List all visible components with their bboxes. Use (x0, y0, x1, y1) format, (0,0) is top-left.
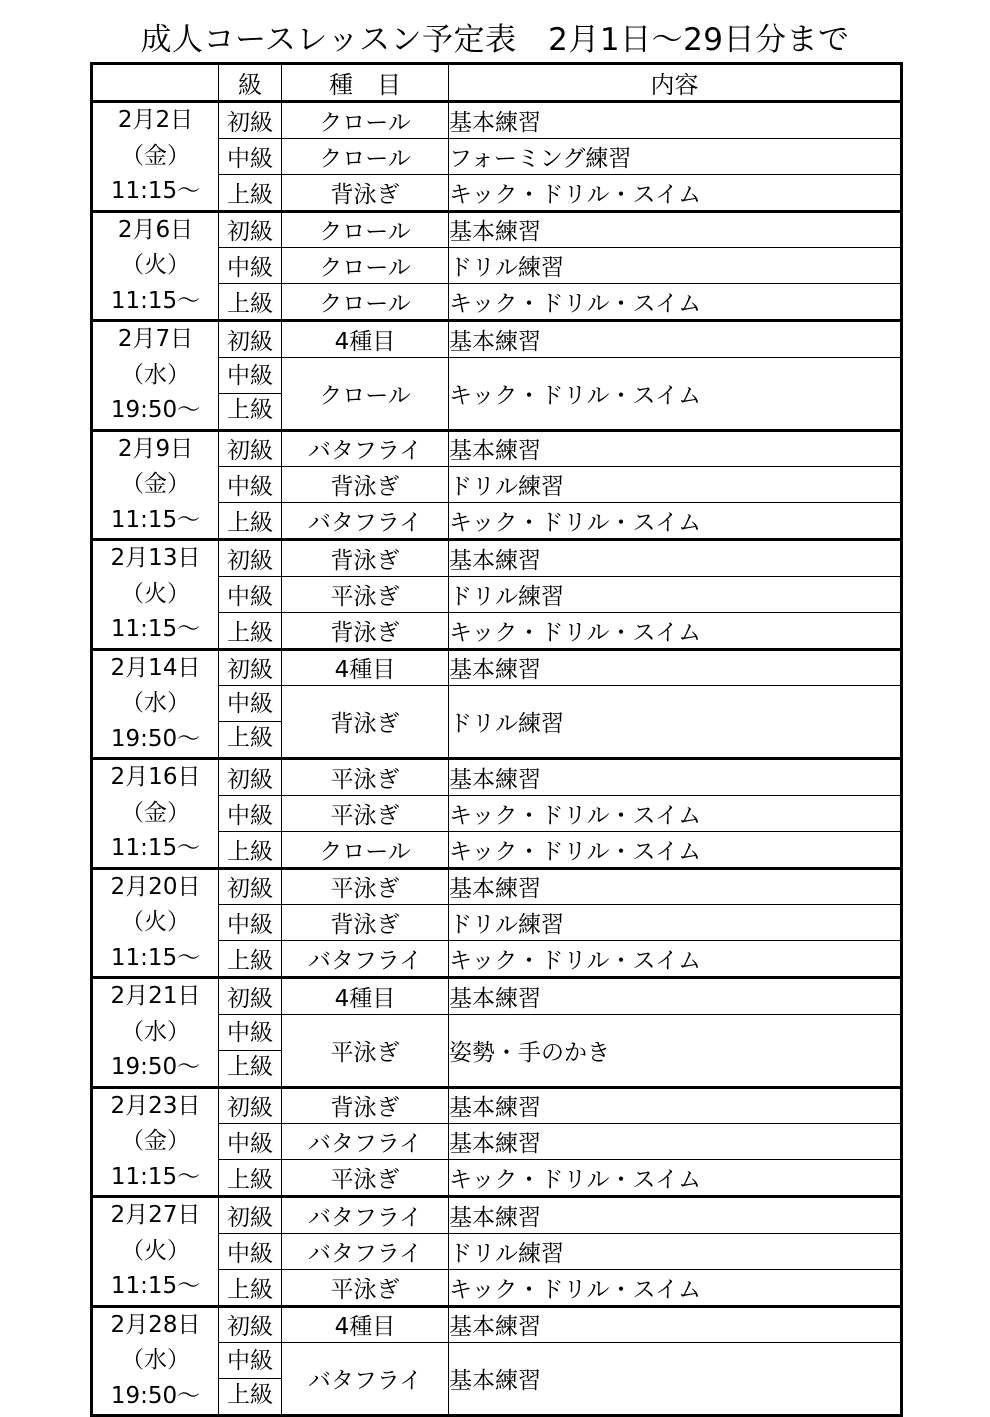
date-weekday: （火） (121, 1237, 190, 1264)
date-weekday: （金） (121, 1128, 190, 1154)
date-weekday: （金） (121, 471, 190, 497)
event-cell: クロール (282, 138, 449, 174)
event-cell: バタフライ (282, 1197, 449, 1234)
header-date (92, 64, 219, 102)
content-cell: 基本練習 (449, 978, 902, 1015)
schedule-row (92, 649, 902, 686)
event-cell: 4種目 (282, 321, 449, 358)
level-cell: 上級 (219, 503, 282, 540)
date-cell (92, 868, 219, 978)
level-cell: 中級 (219, 138, 282, 174)
content-cell: 姿勢・手のかき (449, 1014, 902, 1087)
date-date: 2月7日 (117, 326, 194, 352)
level-cell: 初級 (219, 321, 282, 358)
content-cell: 基本練習 (449, 102, 902, 139)
date-time: 11:15～ (110, 506, 201, 533)
level-cell: 上級 (219, 612, 282, 649)
date-date: 2月28日 (110, 1311, 201, 1338)
date-time: 11:15～ (110, 1163, 201, 1190)
content-cell: キック・ドリル・スイム (449, 357, 902, 430)
level-label: 上級 (227, 1382, 273, 1409)
date-cell (92, 1306, 219, 1416)
date-weekday: （火） (121, 909, 190, 935)
schedule-row (92, 102, 902, 139)
schedule-row (92, 321, 902, 358)
event-cell: 背泳ぎ (282, 612, 449, 649)
content-cell: ドリル練習 (449, 686, 902, 759)
level-cell: 初級 (219, 868, 282, 905)
event-cell: 背泳ぎ (282, 905, 449, 941)
schedule-row (92, 868, 902, 905)
content-cell: ドリル練習 (449, 1233, 902, 1269)
level-cell: 初級 (219, 102, 282, 139)
level-label: 上級 (227, 396, 273, 423)
schedule-row (92, 978, 902, 1015)
date-date: 2月23日 (110, 1092, 201, 1119)
event-cell: 平泳ぎ (282, 795, 449, 831)
date-date: 2月9日 (117, 435, 194, 462)
page-title: 成人コースレッスン予定表 2月1日～29日分まで (140, 22, 850, 58)
schedule-row (92, 540, 902, 577)
content-cell: キック・ドリル・スイム (449, 612, 902, 649)
content-cell: キック・ドリル・スイム (449, 174, 902, 211)
date-time: 11:15～ (110, 287, 201, 314)
event-cell: バタフライ (282, 503, 449, 540)
event-cell: 平泳ぎ (282, 759, 449, 796)
date-weekday: （水） (121, 1018, 190, 1045)
date-date: 2月6日 (117, 216, 194, 243)
event-cell: 背泳ぎ (282, 540, 449, 577)
date-time: 11:15～ (110, 944, 201, 971)
level-cell: 中級 (219, 1124, 282, 1160)
level-cell: 上級 (219, 1160, 282, 1197)
schedule-row (92, 211, 902, 248)
date-weekday: （金） (121, 142, 190, 169)
date-date: 2月21日 (110, 983, 201, 1009)
event-cell: クロール (282, 248, 449, 284)
header-level: 級 (219, 64, 282, 102)
event-cell: バタフライ (282, 430, 449, 467)
event-cell: 平泳ぎ (282, 576, 449, 612)
date-date: 2月13日 (110, 545, 201, 571)
level-cell: 上級 (219, 284, 282, 321)
content-cell: 基本練習 (449, 759, 902, 796)
content-cell: 基本練習 (449, 211, 902, 248)
level-cell: 上級 (219, 1269, 282, 1306)
date-time: 11:15～ (110, 1273, 201, 1299)
header-content: 内容 (449, 64, 902, 102)
level-label: 上級 (227, 1053, 273, 1080)
date-weekday: （水） (121, 1347, 190, 1373)
date-cell (92, 759, 219, 869)
event-cell: 平泳ぎ (282, 1014, 449, 1087)
schedule-body (92, 102, 902, 1416)
date-cell (92, 649, 219, 759)
level-cell: 中級 (219, 467, 282, 503)
schedule-table (90, 62, 903, 1417)
schedule-row (92, 759, 902, 796)
level-cell: 初級 (219, 1197, 282, 1234)
event-cell: 平泳ぎ (282, 1160, 449, 1197)
date-weekday: （水） (121, 690, 190, 716)
level-label: 中級 (219, 360, 281, 394)
header-event: 種 目 (282, 64, 449, 102)
event-cell: クロール (282, 284, 449, 321)
event-cell: クロール (282, 102, 449, 139)
date-cell (92, 1087, 219, 1197)
date-cell (92, 211, 219, 321)
event-cell: バタフライ (282, 1124, 449, 1160)
content-cell: キック・ドリル・スイム (449, 831, 902, 868)
content-cell: 基本練習 (449, 1197, 902, 1234)
date-time: 19:50～ (110, 397, 201, 423)
date-weekday: （火） (121, 580, 190, 607)
level-cell (219, 1014, 282, 1087)
date-weekday: （火） (121, 252, 190, 278)
level-label: 中級 (219, 1345, 281, 1379)
content-cell: 基本練習 (449, 1306, 902, 1343)
content-cell: ドリル練習 (449, 905, 902, 941)
level-cell: 上級 (219, 831, 282, 868)
level-cell: 初級 (219, 978, 282, 1015)
event-cell: バタフライ (282, 1343, 449, 1416)
event-cell: クロール (282, 357, 449, 430)
date-time: 19:50～ (110, 1382, 201, 1409)
date-weekday: （金） (121, 799, 190, 826)
level-cell (219, 357, 282, 430)
event-cell: 4種目 (282, 1306, 449, 1343)
content-cell: ドリル練習 (449, 467, 902, 503)
date-time: 11:15～ (110, 178, 201, 204)
content-cell: 基本練習 (449, 321, 902, 358)
level-cell: 上級 (219, 174, 282, 211)
level-cell (219, 686, 282, 759)
level-label: 上級 (227, 725, 273, 752)
content-cell: キック・ドリル・スイム (449, 503, 902, 540)
level-cell: 初級 (219, 1306, 282, 1343)
date-cell (92, 540, 219, 650)
content-cell: キック・ドリル・スイム (449, 795, 902, 831)
content-cell: キック・ドリル・スイム (449, 284, 902, 321)
date-time: 11:15～ (110, 835, 201, 861)
event-cell: 平泳ぎ (282, 1269, 449, 1306)
level-cell: 初級 (219, 211, 282, 248)
content-cell: キック・ドリル・スイム (449, 1160, 902, 1197)
date-cell (92, 1197, 219, 1307)
content-cell: キック・ドリル・スイム (449, 941, 902, 978)
content-cell: フォーミング練習 (449, 138, 902, 174)
event-cell: 背泳ぎ (282, 686, 449, 759)
date-date: 2月20日 (110, 873, 201, 900)
date-weekday: （水） (121, 361, 190, 388)
date-cell (92, 978, 219, 1088)
event-cell: バタフライ (282, 1233, 449, 1269)
level-cell: 初級 (219, 540, 282, 577)
date-date: 2月14日 (110, 654, 201, 681)
level-cell: 中級 (219, 576, 282, 612)
date-time: 19:50～ (110, 1054, 201, 1080)
level-cell: 中級 (219, 905, 282, 941)
date-date: 2月27日 (110, 1202, 201, 1228)
event-cell: 背泳ぎ (282, 174, 449, 211)
schedule-row (92, 430, 902, 467)
event-cell: 4種目 (282, 978, 449, 1015)
content-cell: 基本練習 (449, 430, 902, 467)
level-cell: 初級 (219, 759, 282, 796)
date-cell (92, 321, 219, 431)
date-cell (92, 102, 219, 212)
date-cell (92, 430, 219, 540)
event-cell: 背泳ぎ (282, 467, 449, 503)
level-label: 中級 (219, 1017, 281, 1051)
schedule-row (92, 1087, 902, 1124)
level-cell: 初級 (219, 1087, 282, 1124)
content-cell: 基本練習 (449, 649, 902, 686)
content-cell: 基本練習 (449, 868, 902, 905)
header-row (92, 64, 902, 102)
date-date: 2月16日 (110, 764, 201, 790)
content-cell: 基本練習 (449, 1124, 902, 1160)
date-time: 19:50～ (110, 725, 201, 752)
level-cell (219, 1343, 282, 1416)
content-cell: 基本練習 (449, 1087, 902, 1124)
schedule-row (92, 1306, 902, 1343)
content-cell: キック・ドリル・スイム (449, 1269, 902, 1306)
schedule-row (92, 1197, 902, 1234)
content-cell: ドリル練習 (449, 248, 902, 284)
event-cell: 背泳ぎ (282, 1087, 449, 1124)
level-cell: 初級 (219, 649, 282, 686)
event-cell: 4種目 (282, 649, 449, 686)
level-cell: 中級 (219, 795, 282, 831)
level-cell: 中級 (219, 248, 282, 284)
level-cell: 中級 (219, 1233, 282, 1269)
level-cell: 初級 (219, 430, 282, 467)
level-label: 中級 (219, 688, 281, 722)
event-cell: バタフライ (282, 941, 449, 978)
event-cell: 平泳ぎ (282, 868, 449, 905)
date-time: 11:15～ (110, 616, 201, 642)
event-cell: クロール (282, 211, 449, 248)
content-cell: 基本練習 (449, 540, 902, 577)
event-cell: クロール (282, 831, 449, 868)
content-cell: 基本練習 (449, 1343, 902, 1416)
date-date: 2月2日 (117, 107, 194, 133)
content-cell: ドリル練習 (449, 576, 902, 612)
level-cell: 上級 (219, 941, 282, 978)
